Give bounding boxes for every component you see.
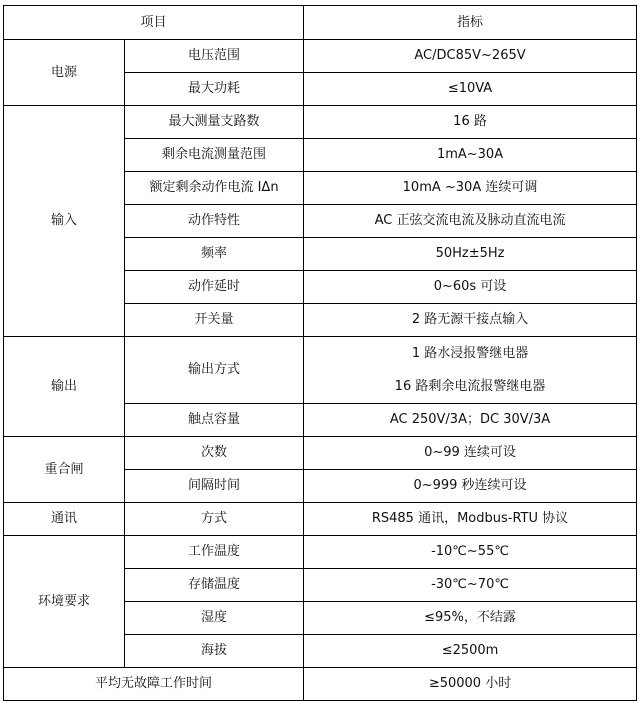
row-value: 1mA~30A [304, 139, 637, 172]
row-value [304, 337, 637, 404]
row-label: 开关量 [125, 304, 304, 337]
header-spec: 指标 [304, 6, 637, 40]
spec-table [3, 5, 637, 701]
row-value: AC 250V/3A；DC 30V/3A [304, 404, 637, 437]
row-value: ≤95%，不结露 [304, 602, 637, 635]
row-value: -10℃~55℃ [304, 536, 637, 569]
table-row [4, 503, 637, 536]
header-row [4, 6, 637, 40]
row-label: 电压范围 [125, 40, 304, 73]
row-label: 额定剩余动作电流 IΔn [125, 172, 304, 205]
row-label: 触点容量 [125, 404, 304, 437]
table-row [4, 337, 637, 404]
value-line: 1 路水浸报警继电器 [411, 346, 529, 361]
row-label: 次数 [125, 437, 304, 470]
row-label: 剩余电流测量范围 [125, 139, 304, 172]
header-item: 项目 [4, 6, 304, 40]
group-power: 电源 [4, 40, 125, 106]
row-label: 存储温度 [125, 569, 304, 602]
row-label: 湿度 [125, 602, 304, 635]
row-value: 16 路 [304, 106, 637, 139]
row-label: 平均无故障工作时间 [4, 668, 304, 701]
row-value: 0~60s 可设 [304, 271, 637, 304]
row-value: AC 正弦交流电流及脉动直流电流 [304, 205, 637, 238]
value-line: 16 路剩余电流报警继电器 [394, 379, 546, 394]
row-label: 动作特性 [125, 205, 304, 238]
group-output: 输出 [4, 337, 125, 437]
row-label: 动作延时 [125, 271, 304, 304]
row-label: 输出方式 [125, 337, 304, 404]
table-row [4, 40, 637, 73]
row-value: 50Hz±5Hz [304, 238, 637, 271]
table-row [4, 437, 637, 470]
row-value: ≤2500m [304, 635, 637, 668]
group-reclose: 重合闸 [4, 437, 125, 503]
row-label: 海拔 [125, 635, 304, 668]
row-label: 间隔时间 [125, 470, 304, 503]
group-comm: 通讯 [4, 503, 125, 536]
row-label: 频率 [125, 238, 304, 271]
row-value: 0~99 连续可设 [304, 437, 637, 470]
row-value: ≤10VA [304, 73, 637, 106]
row-label: 工作温度 [125, 536, 304, 569]
row-value: RS485 通讯，Modbus-RTU 协议 [304, 503, 637, 536]
row-value: ≥50000 小时 [304, 668, 637, 701]
group-env: 环境要求 [4, 536, 125, 668]
table-row [4, 106, 637, 139]
row-label: 最大测量支路数 [125, 106, 304, 139]
row-value: -30℃~70℃ [304, 569, 637, 602]
group-input: 输入 [4, 106, 125, 337]
row-label: 方式 [125, 503, 304, 536]
table-row [4, 536, 637, 569]
row-label: 最大功耗 [125, 73, 304, 106]
row-value: AC/DC85V~265V [304, 40, 637, 73]
row-value: 2 路无源干接点输入 [304, 304, 637, 337]
table-row [4, 668, 637, 701]
row-value: 10mA ~30A 连续可调 [304, 172, 637, 205]
row-value: 0~999 秒连续可设 [304, 470, 637, 503]
